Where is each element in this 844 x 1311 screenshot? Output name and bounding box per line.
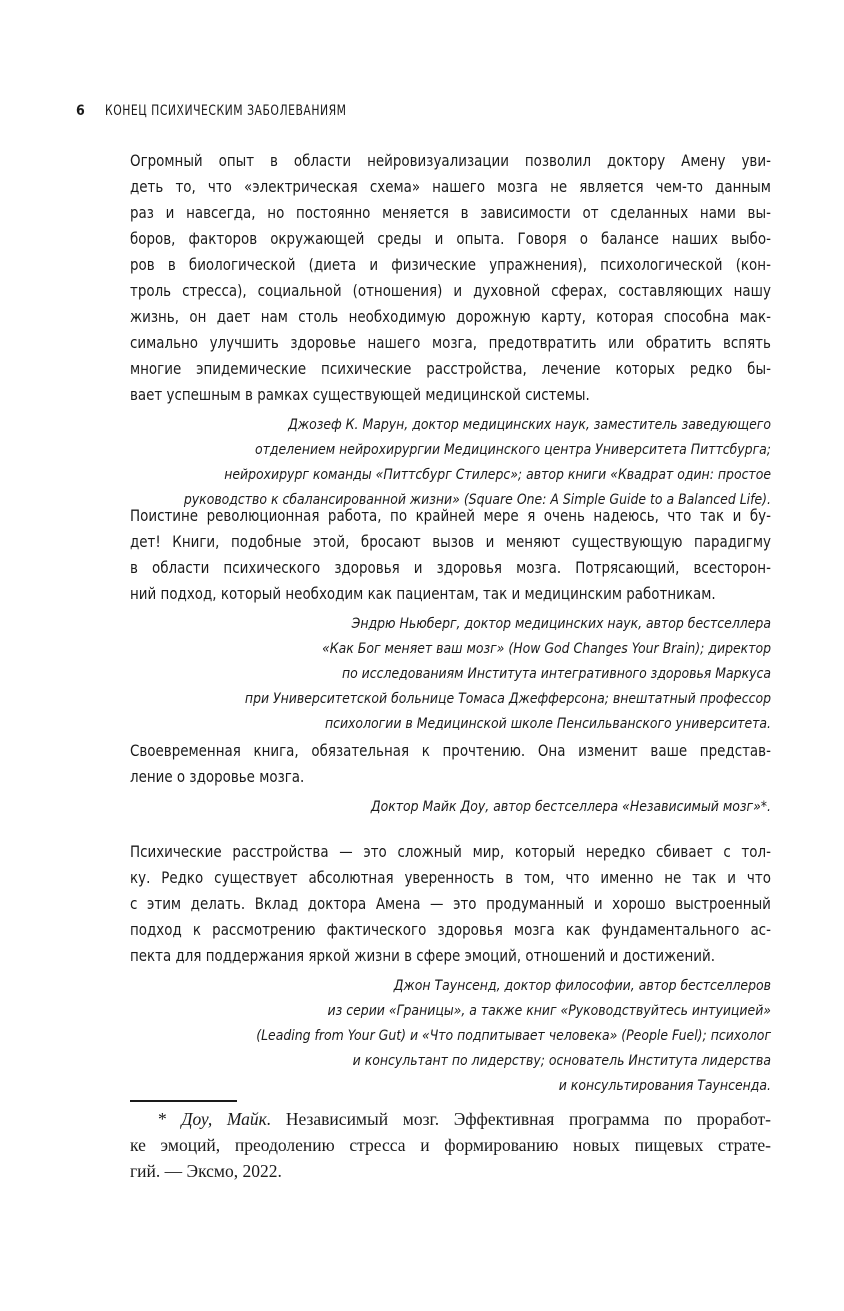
attribution-line: и консультирования Таунсенда. bbox=[558, 1078, 771, 1094]
attribution-line: (Leading from Your Gut) и «Что подпитывает человека» (People Fuel); психолог bbox=[256, 1028, 771, 1044]
endorsement-body bbox=[130, 148, 771, 408]
endorsement-3 bbox=[130, 738, 771, 820]
endorsement-body bbox=[130, 503, 771, 607]
attribution-line: Джон Таунсенд, доктор философии, автор бестселлеров bbox=[393, 978, 771, 994]
endorsement-body bbox=[130, 738, 771, 790]
footnote-rule bbox=[130, 1100, 237, 1102]
endorsement-attribution bbox=[130, 974, 771, 1099]
endorsement-1 bbox=[130, 148, 771, 513]
footnote bbox=[130, 1106, 771, 1184]
body-line: боров, факторов окружающей среды и опыта. Говоря о балансе наших выбо- bbox=[130, 229, 771, 248]
footnote-line: гий. — Эксмо, 2022. bbox=[130, 1161, 282, 1181]
attribution-line: нейрохирург команды «Питтсбург Стилерс»; автор книги «Квадрат один: простое bbox=[224, 467, 771, 483]
endorsement-attribution bbox=[130, 413, 771, 513]
body-line: Своевременная книга, обязательная к прочтению. Она изменит ваше представ- bbox=[130, 741, 771, 760]
body-line: пекта для поддержания яркой жизни в сфере эмоций, отношений и достижений. bbox=[130, 946, 715, 965]
endorsement-4 bbox=[130, 839, 771, 1099]
attribution-line: Доктор Майк Доу, автор бестселлера «Независимый мозг»*. bbox=[370, 799, 771, 815]
body-line: ров в биологической (диета и физические упражнения), психологической (кон- bbox=[130, 255, 771, 274]
body-line: Поистине революционная работа, по крайней мере я очень надеюсь, что так и бу- bbox=[130, 506, 771, 525]
body-line: с этим делать. Вклад доктора Амена — это продуманный и хорошо выстроенный bbox=[130, 894, 771, 913]
attribution-line: из серии «Границы», а также книг «Руководствуйтесь интуицией» bbox=[327, 1003, 771, 1019]
body-line: симально улучшить здоровье нашего мозга, предотвратить или обратить вспять bbox=[130, 333, 771, 352]
body-line: Психические расстройства — это сложный мир, который нередко сбивает с тол- bbox=[130, 842, 771, 861]
body-line: жизнь, он дает нам столь необходимую дорожную карту, которая способна мак- bbox=[130, 307, 771, 326]
endorsement-2 bbox=[130, 503, 771, 737]
body-line: раз и навсегда, но постоянно меняется в зависимости от сделанных нами вы- bbox=[130, 203, 771, 222]
body-line: ку. Редко существует абсолютная уверенность в том, что именно не так и что bbox=[130, 868, 771, 887]
attribution-line: и консультант по лидерству; основатель Института лидерства bbox=[352, 1053, 771, 1069]
body-line: ний подход, который необходим как пациентам, так и медицинским работникам. bbox=[130, 584, 716, 603]
footnote-marker: * bbox=[158, 1109, 167, 1129]
endorsement-attribution bbox=[130, 795, 771, 820]
attribution-line: Джозеф К. Марун, доктор медицинских наук, заместитель заведующего bbox=[288, 417, 771, 433]
endorsement-attribution bbox=[130, 612, 771, 737]
body-line: ление о здоровье мозга. bbox=[130, 767, 305, 786]
attribution-line: психологии в Медицинской школе Пенсильванского университета. bbox=[324, 716, 771, 732]
body-line: Огромный опыт в области нейровизуализации позволил доктору Амену уви- bbox=[130, 151, 771, 170]
running-head bbox=[76, 103, 385, 119]
attribution-line: при Университетской больнице Томаса Джефферсона; внештатный профессор bbox=[244, 691, 771, 707]
body-line: дет! Книги, подобные этой, бросают вызов и меняют существующую парадигму bbox=[130, 532, 771, 551]
page-number: 6 bbox=[76, 103, 86, 119]
body-line: деть то, что «электрическая схема» нашего мозга не является чем-то данным bbox=[130, 177, 771, 196]
footnote-text: Независимый мозг. Эффективная программа по проработ- bbox=[271, 1109, 772, 1129]
body-line: подход к рассмотрению фактического здоровья мозга как фундаментального ас- bbox=[130, 920, 771, 939]
body-line: вает успешным в рамках существующей медицинской системы. bbox=[130, 385, 590, 404]
body-line: троль стресса), социальной (отношения) и духовной сферах, составляющих нашу bbox=[130, 281, 771, 300]
footnote-author: Доу, Майк. bbox=[181, 1109, 272, 1129]
footnote-line bbox=[130, 1106, 771, 1132]
endorsement-body bbox=[130, 839, 771, 969]
attribution-line: руководство к сбалансированной жизни» (Square One: A Simple Guide to a Balanced Life). bbox=[183, 492, 771, 508]
attribution-line: Эндрю Ньюберг, доктор медицинских наук, автор бестселлера bbox=[351, 616, 771, 632]
attribution-line: отделением нейрохирургии Медицинского центра Университета Питтсбурга; bbox=[255, 442, 771, 458]
running-head-title: КОНЕЦ ПСИХИЧЕСКИМ ЗАБОЛЕВАНИЯМ bbox=[104, 103, 347, 119]
attribution-line: «Как Бог меняет ваш мозг» (How God Changes Your Brain); директор bbox=[322, 641, 771, 657]
footnote-line: ке эмоций, преодолению стресса и формированию новых пищевых страте- bbox=[130, 1135, 771, 1155]
body-line: в области психического здоровья и здоровья мозга. Потрясающий, всесторон- bbox=[130, 558, 771, 577]
body-line: многие эпидемические психические расстройства, лечение которых редко бы- bbox=[130, 359, 771, 378]
attribution-line: по исследованиям Института интегративного здоровья Маркуса bbox=[341, 666, 771, 682]
